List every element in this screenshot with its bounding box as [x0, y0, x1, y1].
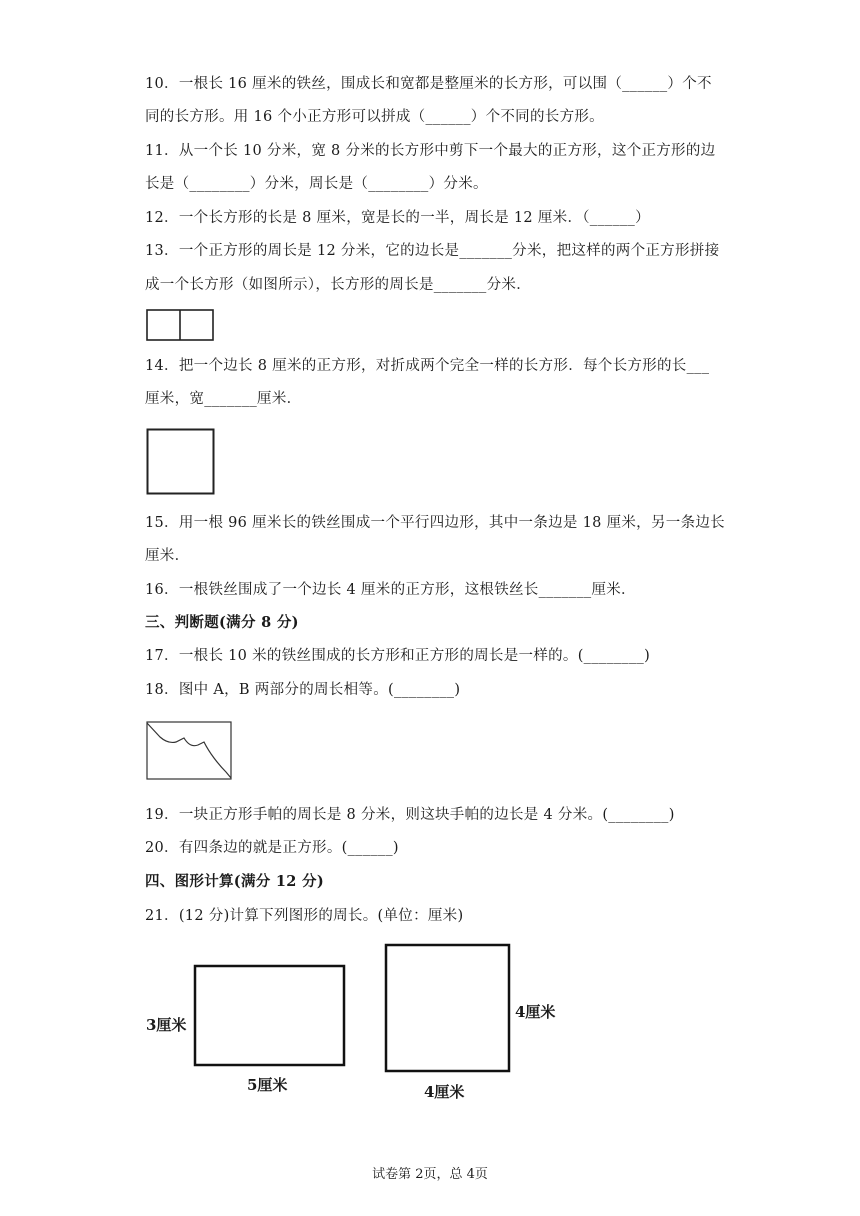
q14-line1: 14．把一个边长 8 厘米的正方形，对折成两个完全一样的长方形．每个长方形的长___ — [145, 358, 710, 374]
q13-line2: 成一个长方形（如图所示），长方形的周长是_______分米． — [145, 277, 531, 293]
q13-line1: 13．一个正方形的周长是 12 分米，它的边长是_______分米，把这样的两个正方形拼接 — [145, 243, 720, 259]
q21-rectangle — [193, 964, 348, 1069]
q21-line: 21．(12 分)计算下列图形的周长。(单位：厘米) — [145, 908, 464, 924]
q12-line: 12．一个长方形的长是 8 厘米，宽是长的一半，周长是 12 厘米．（______） — [145, 210, 650, 226]
q15-line1: 15．用一根 96 厘米长的铁丝围成一个平行四边形，其中一条边是 18 厘米，另一条边长 — [145, 515, 725, 531]
q15-line2: 厘米． — [145, 548, 190, 564]
q21-square — [384, 943, 512, 1074]
q11-line1: 11．从一个长 10 分米，宽 8 分米的长方形中剪下一个最大的正方形，这个正方形的边 — [145, 143, 716, 159]
q20-line: 20．有四条边的就是正方形。(______) — [145, 840, 399, 856]
square-side-label: 4厘米 — [515, 1003, 556, 1021]
rect-height-label: 3厘米 — [146, 1016, 187, 1034]
q10-line1: 10．一根长 16 厘米的铁丝，围成长和宽都是整厘米的长方形，可以围（______）个不 — [145, 76, 712, 92]
q10-line2: 同的长方形。用 16 个小正方形可以拼成（______）个不同的长方形。 — [145, 109, 604, 125]
q19-line: 19．一块正方形手帕的周长是 8 分米，则这块手帕的边长是 4 分米。(________) — [145, 807, 675, 823]
q18-line: 18．图中 A，B 两部分的周长相等。(________) — [145, 682, 461, 698]
q14-line2: 厘米，宽_______厘米． — [145, 391, 302, 407]
q17-line: 17．一根长 10 米的铁丝围成的长方形和正方形的周长是一样的。(________) — [145, 648, 651, 664]
q13-figure — [146, 309, 216, 343]
q16-line: 16．一根铁丝围成了一个边长 4 厘米的正方形，这根铁丝长_______厘米． — [145, 582, 636, 598]
page-footer: 试卷第 2页，总 4页 — [372, 1167, 488, 1182]
section-3-heading: 三、判断题(满分 8 分) — [145, 614, 299, 631]
rect-width-label: 5厘米 — [247, 1076, 288, 1094]
q18-figure — [146, 720, 234, 782]
section-4-heading: 四、图形计算(满分 12 分) — [145, 873, 324, 890]
q14-square-figure — [146, 428, 218, 498]
q11-line2: 长是（________）分米，周长是（________）分米。 — [145, 176, 488, 192]
square-bottom-label: 4厘米 — [424, 1083, 465, 1101]
